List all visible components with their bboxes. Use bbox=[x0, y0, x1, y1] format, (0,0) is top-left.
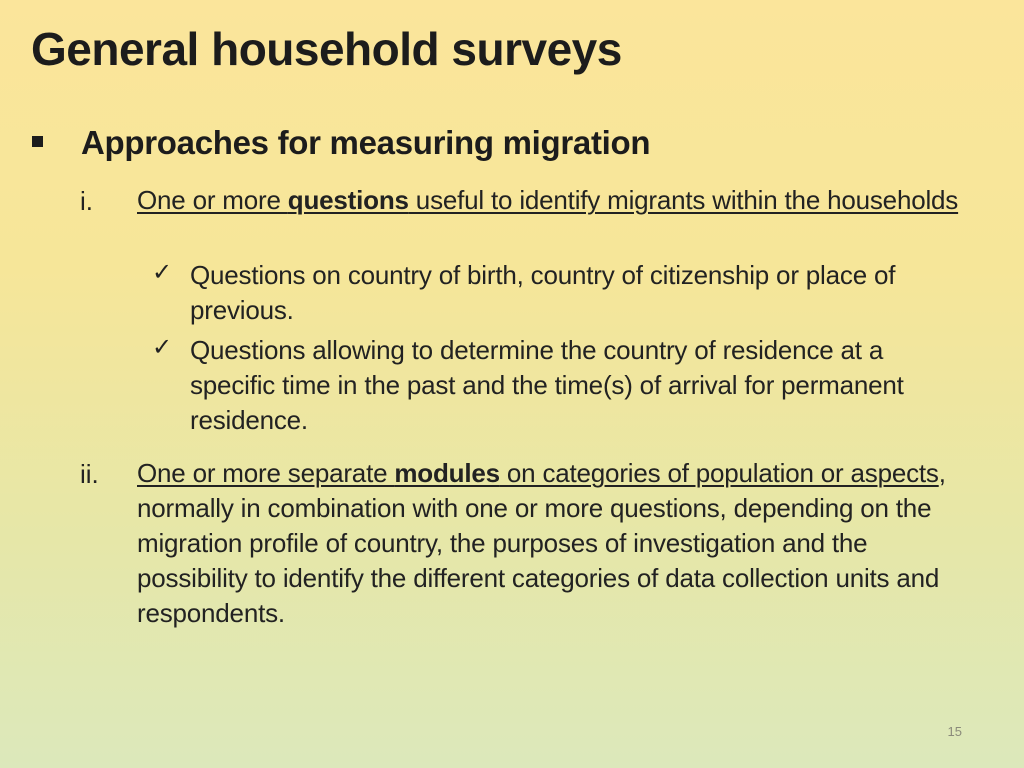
item-2-text-a: One or more separate bbox=[137, 458, 395, 488]
item-1-text bbox=[137, 183, 967, 218]
item-1-text-b: useful to identify migrants within the households bbox=[408, 185, 959, 215]
item-2-text-c: , normally in combination with one or more questions, depending on the migration profile of country, the purposes of investigation and the possibility to identify the different categories of data collection units and respondents. bbox=[137, 458, 946, 628]
item-1-text-bold: questions bbox=[287, 185, 409, 215]
item-1-text-a: One or more bbox=[137, 185, 288, 215]
square-bullet-icon bbox=[32, 136, 43, 147]
item-1-number: i. bbox=[80, 186, 93, 216]
item-2-text-b: on categories of population or aspects bbox=[499, 458, 939, 488]
item-2-text bbox=[137, 456, 972, 631]
item-1-subitem-2: Questions allowing to determine the country of residence at a specific time in the past and the time(s) of arrival for permanent residence. bbox=[190, 335, 904, 435]
item-2-number: ii. bbox=[80, 459, 99, 489]
item-1-subitem-1: Questions on country of birth, country of citizenship or place of previous. bbox=[190, 260, 896, 325]
checkmark-icon: ✓ bbox=[152, 333, 173, 361]
item-2-text-bold: modules bbox=[394, 458, 500, 488]
page-number: 15 bbox=[947, 724, 962, 739]
slide-title: General household surveys bbox=[31, 23, 622, 75]
checkmark-icon: ✓ bbox=[152, 258, 173, 286]
bullet-heading: Approaches for measuring migration bbox=[81, 124, 651, 161]
